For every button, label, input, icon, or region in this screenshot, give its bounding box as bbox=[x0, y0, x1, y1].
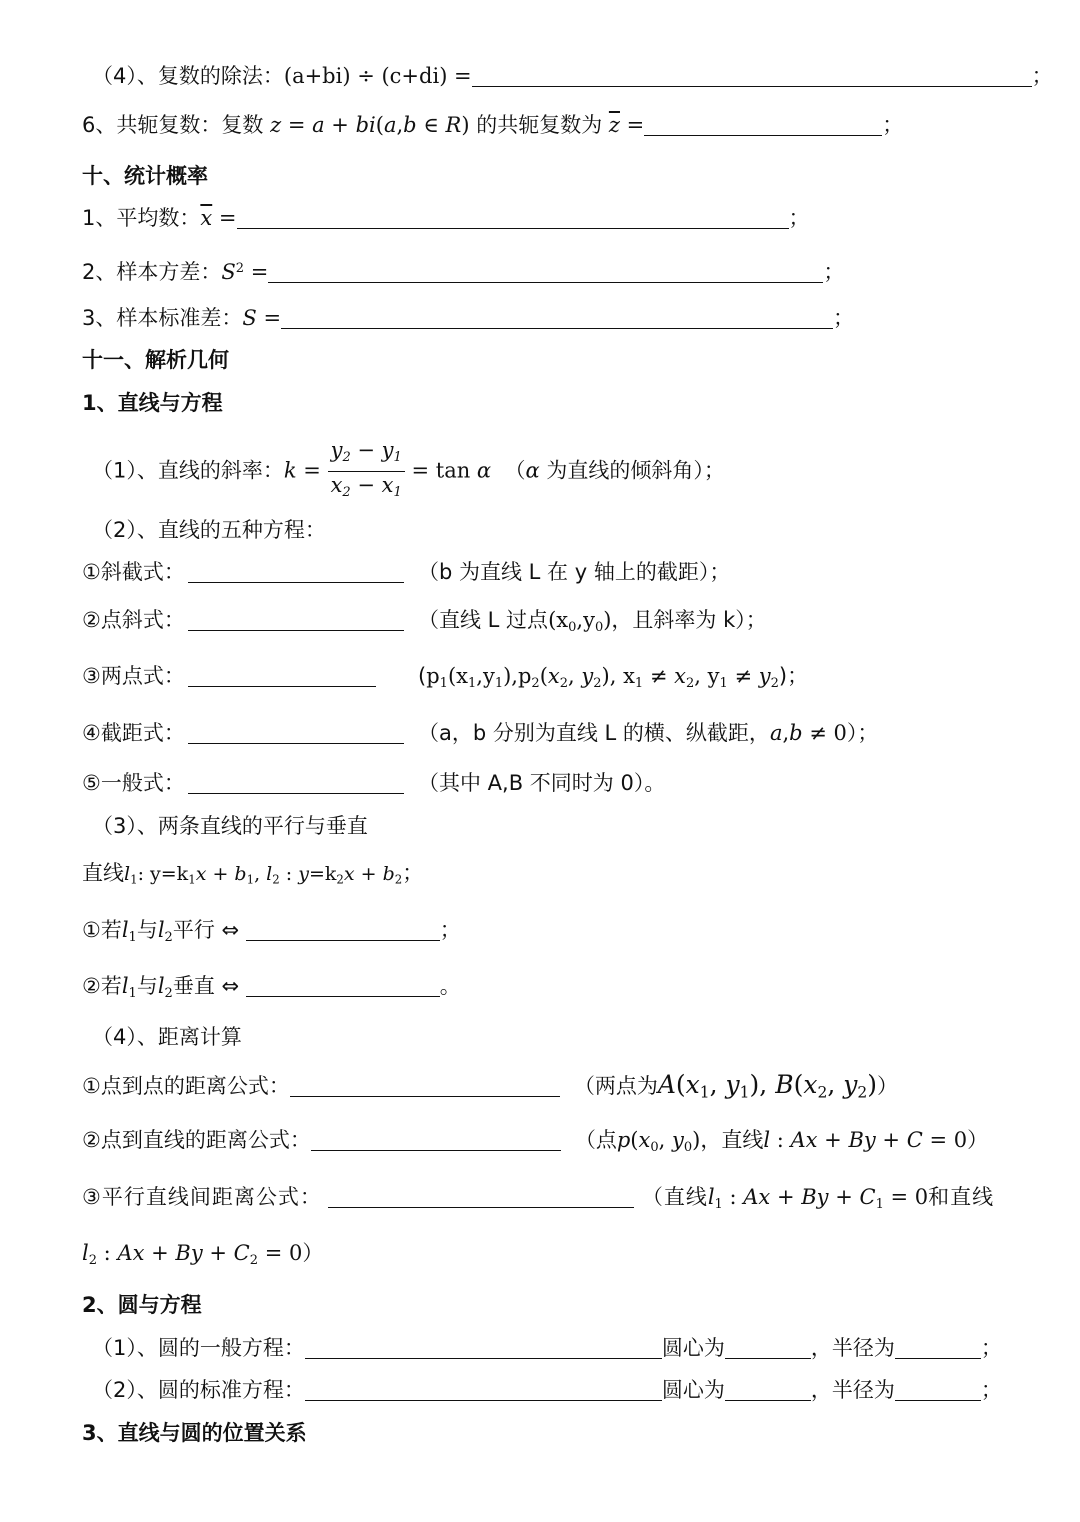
geometry-heading: 十一、解析几何 bbox=[82, 348, 229, 372]
form-slope-intercept-blank[interactable] bbox=[188, 560, 404, 583]
dist-point-point: ①点到点的距离公式： （两点为$A(x_1$, $y_1$), $B(x_2$, $y_2$)） bbox=[82, 1070, 898, 1102]
form-slope-intercept: ①斜截式： （b 为直线 L 在 y 轴上的截距）； bbox=[82, 560, 731, 584]
circle-standard-radius-blank[interactable] bbox=[895, 1378, 981, 1401]
dist-point-line-blank[interactable] bbox=[311, 1128, 561, 1151]
parallel-condition: ①若$l_1$与$l_2$平行 ⇔ ； bbox=[82, 918, 461, 945]
circle-standard-line: （2）、圆的标准方程： 圆心为 ，半径为 ； bbox=[92, 1378, 1002, 1402]
five-forms-heading: （2）、直线的五种方程： bbox=[92, 518, 326, 542]
parallel-blank[interactable] bbox=[246, 918, 440, 941]
variance-line: 2、样本方差：$S^2$ = ； bbox=[82, 260, 845, 285]
form-point-slope-blank[interactable] bbox=[188, 608, 404, 631]
line-circle-heading: 3、直线与圆的位置关系 bbox=[82, 1421, 307, 1445]
dist-parallel-lines-cont: $l_2$ : $Ax + By + C_2 = 0$） bbox=[82, 1241, 324, 1268]
perpendicular-blank[interactable] bbox=[246, 974, 440, 997]
circle-standard-blank[interactable] bbox=[305, 1378, 662, 1401]
circle-heading: 2、圆与方程 bbox=[82, 1293, 202, 1317]
dist-parallel-lines: ③平行直线间距离公式： （直线$l_1$ : $Ax + By + C_1 = 0$和直线 bbox=[82, 1185, 995, 1212]
distance-heading: （4）、距离计算 bbox=[92, 1025, 242, 1049]
complex-division-line: （4）、复数的除法：(a+bi) ÷ (c+di) = ； bbox=[92, 64, 1053, 88]
form-general: ⑤一般式： （其中 A,B 不同时为 0）。 bbox=[82, 771, 666, 795]
line-equation-heading: 1、直线与方程 bbox=[82, 391, 223, 415]
circle-general-center-blank[interactable] bbox=[725, 1336, 811, 1359]
sd-line: 3、样本标准差：S = ； bbox=[82, 306, 855, 330]
circle-general-line: （1）、圆的一般方程： 圆心为 ，半径为 ； bbox=[92, 1336, 1002, 1360]
stats-heading: 十、统计概率 bbox=[82, 164, 208, 188]
conjugate-label: 6、共轭复数：复数 bbox=[82, 113, 264, 137]
mean-label: 1、平均数： bbox=[82, 206, 201, 230]
form-intercept-blank[interactable] bbox=[188, 721, 404, 744]
conjugate-expr: z = a + bi(a,b ∈ R) bbox=[270, 113, 477, 137]
circle-general-radius-blank[interactable] bbox=[895, 1336, 981, 1359]
complex-division-expr: (a+bi) ÷ (c+di) = bbox=[283, 64, 472, 88]
conjugate-blank[interactable] bbox=[644, 113, 882, 136]
dist-point-point-blank[interactable] bbox=[290, 1074, 560, 1097]
two-lines-def: 直线$l_1$: $y=k_1x + b_1$, $l_2$ : $y=k_2x + b_2$； bbox=[82, 861, 424, 887]
complex-division-blank[interactable] bbox=[472, 64, 1032, 87]
variance-blank[interactable] bbox=[268, 260, 823, 283]
form-point-slope: ②点斜式： （直线 L 过点$(x_0,y_0)$，且斜率为 k）； bbox=[82, 608, 767, 635]
slope-fraction: $\frac{y_2 - y_1}{x_2 - x_1}$ bbox=[328, 437, 405, 506]
slope-line: （1）、直线的斜率：k = $\frac{y_2 - y_1}{x_2 - x_1}$ = tan α （α 为直线的倾斜角）； bbox=[92, 437, 725, 506]
conjugate-line: 6、共轭复数：复数 z = a + bi(a,b ∈ R) 的共轭复数为 $\overline{z}$ = ； bbox=[82, 113, 904, 137]
dist-parallel-blank[interactable] bbox=[328, 1185, 634, 1208]
complex-division-label: （4）、复数的除法： bbox=[92, 64, 284, 88]
form-intercept: ④截距式： （a，b 分别为直线 L 的横、纵截距，a,b ≠ 0）； bbox=[82, 721, 879, 745]
conjugate-zbar: $\overline{z}$ = bbox=[608, 113, 645, 137]
circle-general-blank[interactable] bbox=[305, 1336, 662, 1359]
dist-point-line: ②点到直线的距离公式： （点$p(x_0$, $y_0$)，直线l : Ax + By + C = 0） bbox=[82, 1128, 989, 1155]
slope-label: （1）、直线的斜率： bbox=[92, 458, 284, 483]
form-general-blank[interactable] bbox=[188, 771, 404, 794]
sd-label: 3、样本标准差： bbox=[82, 306, 243, 330]
variance-label: 2、样本方差： bbox=[82, 260, 222, 285]
form-two-point-blank[interactable] bbox=[188, 664, 376, 687]
mean-blank[interactable] bbox=[237, 206, 789, 229]
circle-standard-center-blank[interactable] bbox=[725, 1378, 811, 1401]
perpendicular-condition: ②若$l_1$与$l_2$垂直 ⇔ 。 bbox=[82, 974, 461, 1001]
parallel-perp-heading: （3）、两条直线的平行与垂直 bbox=[92, 814, 368, 838]
sd-blank[interactable] bbox=[281, 306, 833, 329]
form-two-point: ③两点式： ($p_1(x_1,y_1),p_2(x_2$, $y_2$), $x_1 \ne x_2$, $y_1 \ne y_2$)； bbox=[82, 664, 809, 691]
mean-line: 1、平均数：$\overline{x}$ = ； bbox=[82, 206, 810, 230]
